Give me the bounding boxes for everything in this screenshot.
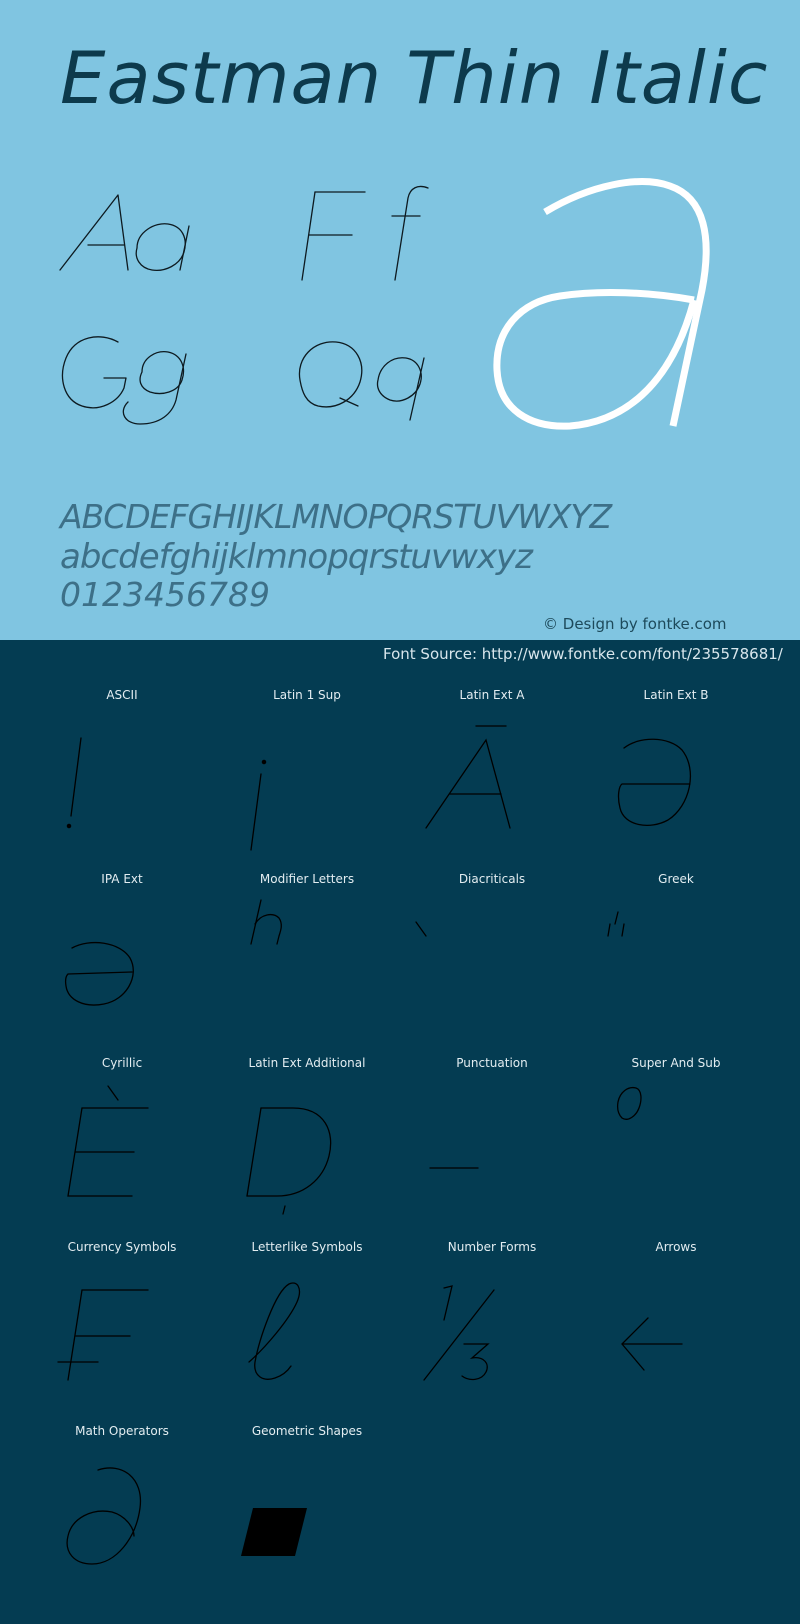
glyph-grave-accent bbox=[400, 872, 584, 1056]
sample-glyph-G bbox=[63, 337, 126, 408]
block-label: Super And Sub bbox=[631, 1056, 721, 1070]
glyph-greek-tonos bbox=[584, 872, 768, 1056]
sample-glyph-A bbox=[60, 195, 128, 270]
sample-glyph-Q bbox=[299, 342, 361, 407]
block-modifier-letters bbox=[215, 872, 399, 1056]
block-super-and-sub bbox=[584, 1056, 768, 1240]
block-number-forms bbox=[400, 1240, 584, 1424]
glyph-one-third bbox=[400, 1240, 584, 1424]
font-source-link[interactable]: Font Source: http://www.fontke.com/font/235578681/ bbox=[383, 645, 783, 663]
block-latin-ext-a bbox=[400, 688, 584, 872]
block-label: Currency Symbols bbox=[67, 1240, 177, 1254]
sample-glyph-F bbox=[302, 192, 365, 280]
glyph-en-dash bbox=[400, 1056, 584, 1240]
glyph-partial-differential bbox=[30, 1424, 214, 1608]
glyph-french-franc bbox=[30, 1240, 214, 1424]
block-currency-symbols bbox=[30, 1240, 214, 1424]
block-cyrillic bbox=[30, 1056, 214, 1240]
block-label: Latin Ext A bbox=[459, 688, 525, 702]
glyph-modifier-h bbox=[215, 872, 399, 1056]
block-punctuation bbox=[400, 1056, 584, 1240]
glyph-exclamation bbox=[30, 688, 214, 872]
block-label: Diacriticals bbox=[458, 872, 526, 886]
glyph-superscript-zero bbox=[584, 1056, 768, 1240]
block-label: Latin Ext Additional bbox=[248, 1056, 366, 1070]
block-label: Geometric Shapes bbox=[251, 1424, 363, 1438]
block-label: ASCII bbox=[106, 688, 138, 702]
glyph-A-macron bbox=[400, 688, 584, 872]
block-latin-ext-b bbox=[584, 688, 768, 872]
block-label: Arrows bbox=[655, 1240, 697, 1254]
sample-glyph-q bbox=[378, 358, 425, 420]
glyph-script-l bbox=[215, 1240, 399, 1424]
glyph-black-parallelogram bbox=[215, 1424, 399, 1608]
sample-glyph-g bbox=[123, 352, 186, 424]
design-credit: © Design by fontke.com bbox=[543, 615, 727, 633]
block-label: Latin 1 Sup bbox=[273, 688, 341, 702]
block-math-operators bbox=[30, 1424, 214, 1608]
glyph-cyrillic-E-grave bbox=[30, 1056, 214, 1240]
glyph-turned-e bbox=[584, 688, 768, 872]
block-letterlike-symbols bbox=[215, 1240, 399, 1424]
block-ipa-ext bbox=[30, 872, 214, 1056]
block-latin-ext-additional bbox=[215, 1056, 399, 1240]
font-title: Eastman Thin Italic bbox=[60, 36, 769, 120]
glyph-D-dot-below bbox=[215, 1056, 399, 1240]
specimen-lowercase: abcdefghijklmnopqrstuvwxyz bbox=[60, 537, 532, 577]
specimen-header bbox=[0, 0, 800, 640]
block-label: Letterlike Symbols bbox=[251, 1240, 363, 1254]
block-label: IPA Ext bbox=[101, 872, 143, 886]
block-arrows bbox=[584, 1240, 768, 1424]
block-label: Math Operators bbox=[75, 1424, 169, 1438]
glyph-schwa bbox=[30, 872, 214, 1056]
block-diacriticals bbox=[400, 872, 584, 1056]
block-label: Modifier Letters bbox=[259, 872, 355, 886]
block-label: Number Forms bbox=[447, 1240, 537, 1254]
specimen-digits: 0123456789 bbox=[60, 575, 270, 614]
block-label: Cyrillic bbox=[101, 1056, 143, 1070]
glyph-inverted-exclamation bbox=[215, 688, 399, 872]
specimen-uppercase: ABCDEFGHIJKLMNOPQRSTUVWXYZ bbox=[60, 497, 612, 536]
block-label: Punctuation bbox=[456, 1056, 528, 1070]
block-label: Greek bbox=[658, 872, 694, 886]
sample-glyph-f bbox=[392, 186, 428, 280]
sample-glyph-a bbox=[136, 224, 189, 271]
glyph-left-arrow bbox=[584, 1240, 768, 1424]
block-greek bbox=[584, 872, 768, 1056]
block-label: Latin Ext B bbox=[643, 688, 709, 702]
block-geometric-shapes bbox=[215, 1424, 399, 1608]
block-latin-1-sup bbox=[215, 688, 399, 872]
block-ascii bbox=[30, 688, 214, 872]
hero-glyph-a bbox=[497, 182, 706, 427]
